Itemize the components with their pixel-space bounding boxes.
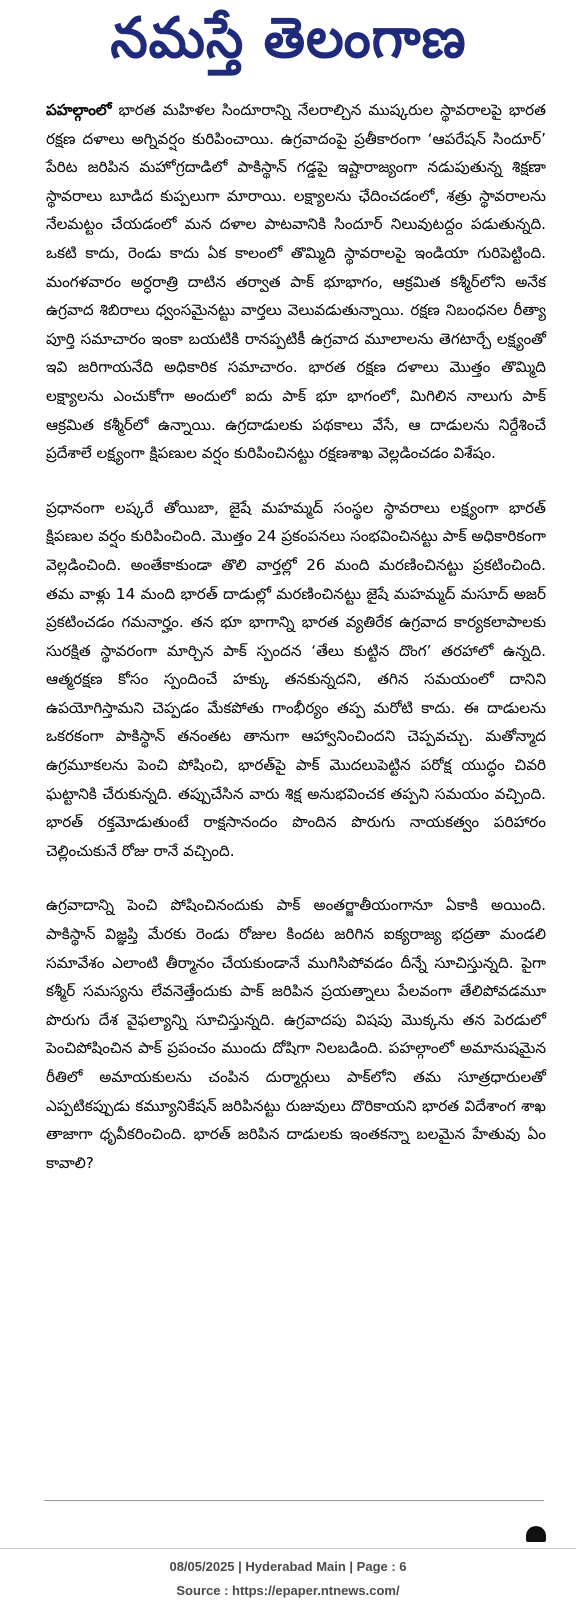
footer-divider — [0, 1548, 576, 1549]
editorial-article — [46, 96, 546, 1177]
lead-word: పహల్గాంలో — [46, 101, 112, 119]
footer-source: Source : https://epaper.ntnews.com/ — [176, 1583, 400, 1598]
article-paragraph-3: ఉగ్రవాదాన్ని పెంచి పోషించినందుకు పాక్ అంతర్జాతీయంగానూ ఏకాకి అయింది. పాకిస్థాన్ విజ్ఞప్తి మేరకు రెండు రోజుల కిందట జరిగిన ఐక్యరాజ్య భద్రతా మండలి సమావేశం ఎలాంటి తీర్మానం చేయకుండానే ముగిసిపోవడం దీన్నే సూచిస్తున్నది. పైగా కశ్మీర్ సమస్యను లేవనెత్తేందుకు పాక్ జరిపిన ప్రయత్నాలు పేలవంగా తేలిపోవడమూ పొరుగు దేశ వైఫల్యాన్ని సూచిస్తున్నది. ఉగ్రవాదపు విషపు మొక్కను తన పెరడులో పెంచిపోషించిన పాక్ ప్రపంచం ముందు దోషిగా నిలబడింది. పహల్గాంలో అమానుషమైన రీతిలో అమాయకులను చంపిన దుర్మార్గులు పాక్‌లోని తమ సూత్రధారులతో ఎప్పటికప్పుడు కమ్యూనికేషన్ జరిపినట్టు రుజువులు దొరికాయని భారత విదేశాంగ శాఖ తాజాగా ధృవీకరించింది. భారత్ జరిపిన దాడులకు ఇంతకన్నా బలమైన హేతువు ఏం కావాలి? — [46, 896, 546, 1172]
article-paragraph-1 — [46, 96, 546, 468]
page-footer — [0, 1555, 576, 1603]
article-paragraph-2: ప్రధానంగా లష్కరే తోయిబా, జైషే మహమ్మద్ సంస్థల స్థావరాలు లక్ష్యంగా భారత్ క్షిపణుల వర్షం కురిపించింది. మొత్తం 24 ప్రకంపనలు సంభవించినట్టు పాక్ అధికారికంగా వెల్లడించింది. అంతేకాకుండా తొలి వార్తల్లో 26 మంది మరణించినట్టు ప్రకటించింది. తమ వాళ్లు 14 మంది భారత్ దాడుల్లో మరణించినట్టు జైషే మహమ్మద్ మసూద్ అజర్ ప్రకటించడం గమనార్హం. తన భూ భాగాన్ని భారత వ్యతిరేక ఉగ్రవాద కార్యకలాపాలకు సురక్షిత స్థావరంగా మార్చిన పాక్ స్పందన ‘తేలు కుట్టిన దొంగ’ తరహాలో ఉన్నది. ఆత్మరక్షణ కోసం స్పందించే హక్కు తనకున్నదని, తగిన సమయంలో దానిని ఉపయోగిస్తామని చెప్పడం మేకపోతు గాంభీర్యం తప్ప మరోటి కాదు. ఈ దాడులను ఒకరకంగా పాకిస్థాన్ తనంతట తానుగా ఆహ్వానించిందని చెప్పవచ్చు. మతోన్మాద ఉగ్రమూకలను పెంచి పోషించి, భారత్‌పై పాక్ మొదలుపెట్టిన పరోక్ష యుద్ధం చివరి ఘట్టానికి చేరుకున్నది. తప్పుచేసిన వారు శిక్ష అనుభవించక తప్పని సమయం వచ్చింది. భారత్ రక్తమోడుతుంటే రాక్షసానందం పొందిన పొరుగు నాయకత్వం పరిహారం చెల్లించుకునే రోజు రానే వచ్చింది. — [46, 498, 546, 860]
paragraph-1-text: భారత మహిళల సిందూరాన్ని నేలరాల్చిన ముష్కరుల స్థావరాలపై భారత రక్షణ దళాలు అగ్నివర్షం కురిపించాయి. ఉగ్రవాదంపై ప్రతీకారంగా ‘ఆపరేషన్ సిందూర్’ పేరిట జరిపిన మహోగ్రదాడిలో పాకిస్థాన్ గడ్డపై ఇష్టారాజ్యంగా నడుపుతున్న శిక్షణా స్థావరాలు బూడిద కుప్పలుగా మారాయి. లక్ష్యాలను ఛేదించడంలో, శత్రు స్థావరాలను నేలమట్టం చేయడంలో మన దళాల పాటవానికి సిందూర్ నిలువుటద్దం పడుతున్నది. ఒకటి కాదు, రెండు కాదు ఏక కాలంలో తొమ్మిది స్థావరాలపై ఇండియా గురిపెట్టింది. మంగళవారం అర్ధరాత్రి దాటిన తర్వాత పాక్ భూభాగం, ఆక్రమిత కశ్మీర్‌లోని అనేక ఉగ్రవాద శిబిరాలు ధ్వంసమైనట్టు వార్తలు వెలువడుతున్నాయి. రక్షణ నిబంధనల రీత్యా పూర్తి సమాచారం ఇంకా బయటికి రానప్పటికీ ఉగ్రవాద మూలాలను తెగటార్చే లక్ష్యంతో ఇవి జరిగాయనేది అధికారిక సమాచారం. భారత రక్షణ దళాలు మొత్తం తొమ్మిది లక్ష్యాలను ఎంచుకోగా అందులో ఐదు పాక్ భూ భాగంలో, మిగిలిన నాలుగు పాక్ ఆక్రమిత కశ్మీర్‌లో ఉన్నాయి. ఉగ్రదాడులకు పథకాలు వేసే, ఆ దాడులను నిర్దేశించే ప్రదేశాలే లక్ష్యంగా క్షిపణుల వర్షం కురిపించినట్టు రక్షణశాఖ వెల్లడించడం విశేషం. — [46, 101, 546, 463]
footer-date-edition: 08/05/2025 | Hyderabad Main | Page : 6 — [169, 1559, 407, 1574]
column-end-mark-icon — [526, 1526, 546, 1542]
masthead-title: నమస్తే తెలంగాణ — [109, 6, 467, 71]
article-end-divider — [44, 1500, 544, 1501]
newspaper-masthead — [0, 0, 576, 80]
